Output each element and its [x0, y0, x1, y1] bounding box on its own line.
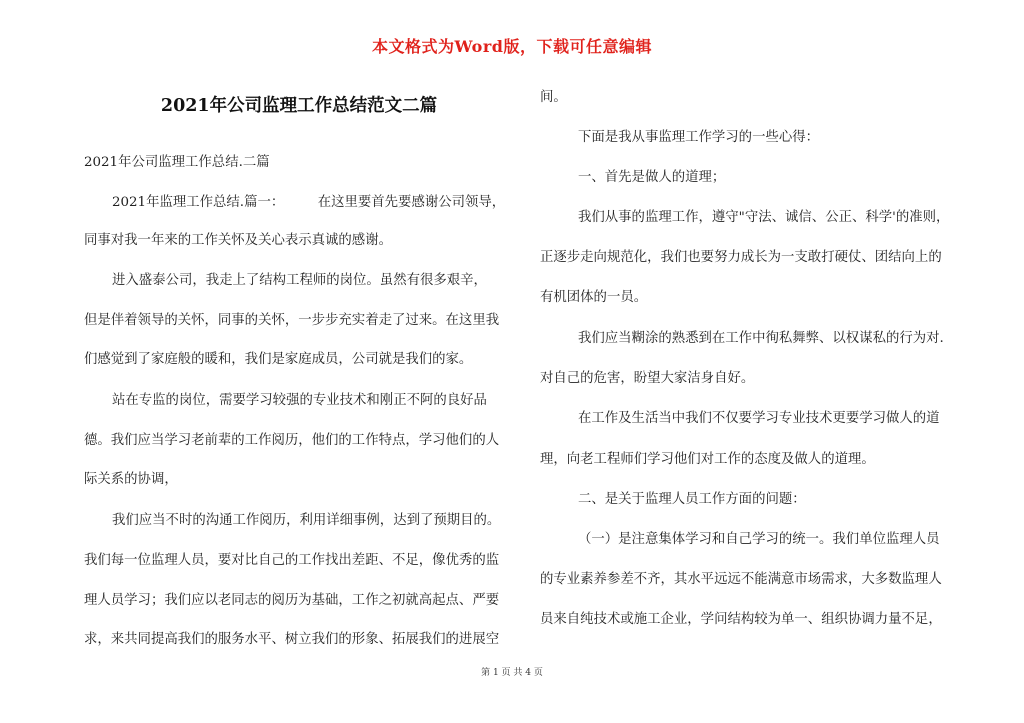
- paragraph-line: 下面是我从事监理工作学习的一些心得：: [578, 130, 820, 145]
- paragraph-line: 员来自纯技术或施工企业，学问结构较为单一、组织协调力量不足，: [540, 612, 942, 627]
- paragraph-line: 理人员学习；我们应以老同志的阅历为基础，工作之初就高起点、严要: [84, 593, 500, 608]
- section-heading: 二、是关于监理人员工作方面的问题：: [578, 492, 806, 507]
- subtitle-line: 2021年公司监理工作总结.二篇: [84, 155, 270, 170]
- paragraph-line: （一）是注意集体学习和自己学习的统一。我们单位监理人员: [578, 532, 940, 547]
- paragraph-line: 同事对我一年来的工作关怀及关心表示真诚的感谢。: [84, 233, 392, 248]
- document-title: 2021年公司监理工作总结范文二篇: [160, 96, 438, 116]
- paragraph-line: 进入盛泰公司，我走上了结构工程师的岗位。虽然有很多艰辛，: [112, 273, 487, 288]
- paragraph-line: 我们应当糊涂的熟悉到在工作中徇私舞弊、以权谋私的行为对.: [578, 331, 944, 346]
- paragraph-line: 正逐步走向规范化，我们也要努力成长为一支敢打硬仗、团结向上的: [540, 250, 942, 265]
- paragraph-line: 我们从事的监理工作，遵守"守法、诚信、公正、科学'的准则，: [578, 210, 950, 225]
- paragraph-line: 有机团体的一员。: [540, 290, 648, 305]
- paragraph-line: 我们应当不时的沟通工作阅历，利用详细事例，达到了预期目的。: [112, 513, 501, 528]
- page-number: 第 1 页 共 4 页: [481, 668, 543, 678]
- paragraph-line: 的专业素养参差不齐，其水平远远不能满意市场需求，大多数监理人: [540, 572, 942, 587]
- section-heading: 一、首先是做人的道理；: [578, 170, 726, 185]
- paragraph-line: 对自己的危害，盼望大家洁身自好。: [540, 371, 755, 386]
- paragraph-line: 理，向老工程师们学习他们对工作的态度及做人的道理。: [540, 452, 875, 467]
- paragraph-line: 求，来共同提高我们的服务水平、树立我们的形象、拓展我们的进展空: [84, 632, 500, 647]
- paragraph-line: 际关系的协调，: [84, 472, 178, 487]
- paragraph-line: 在工作及生活当中我们不仅要学习专业技术更要学习做人的道: [578, 411, 940, 426]
- paragraph-line: 2021年监理工作总结.篇一： 在这里要首先要感谢公司领导，: [112, 195, 506, 210]
- paragraph-line: 但是伴着领导的关怀，同事的关怀，一步步充实着走了过来。在这里我: [84, 313, 500, 328]
- paragraph-line: 间。: [540, 90, 567, 105]
- watermark-banner: 本文格式为Word版，下载可任意编辑: [372, 37, 652, 56]
- paragraph-line: 们感觉到了家庭般的暖和，我们是家庭成员，公司就是我们的家。: [84, 352, 473, 367]
- paragraph-line: 站在专监的岗位，需要学习较强的专业技术和刚正不阿的良好品: [112, 393, 487, 408]
- paragraph-line: 我们每一位监理人员，要对比自己的工作找出差距、不足，像优秀的监: [84, 553, 500, 568]
- paragraph-line: 德。我们应当学习老前辈的工作阅历，他们的工作特点，学习他们的人: [84, 433, 500, 448]
